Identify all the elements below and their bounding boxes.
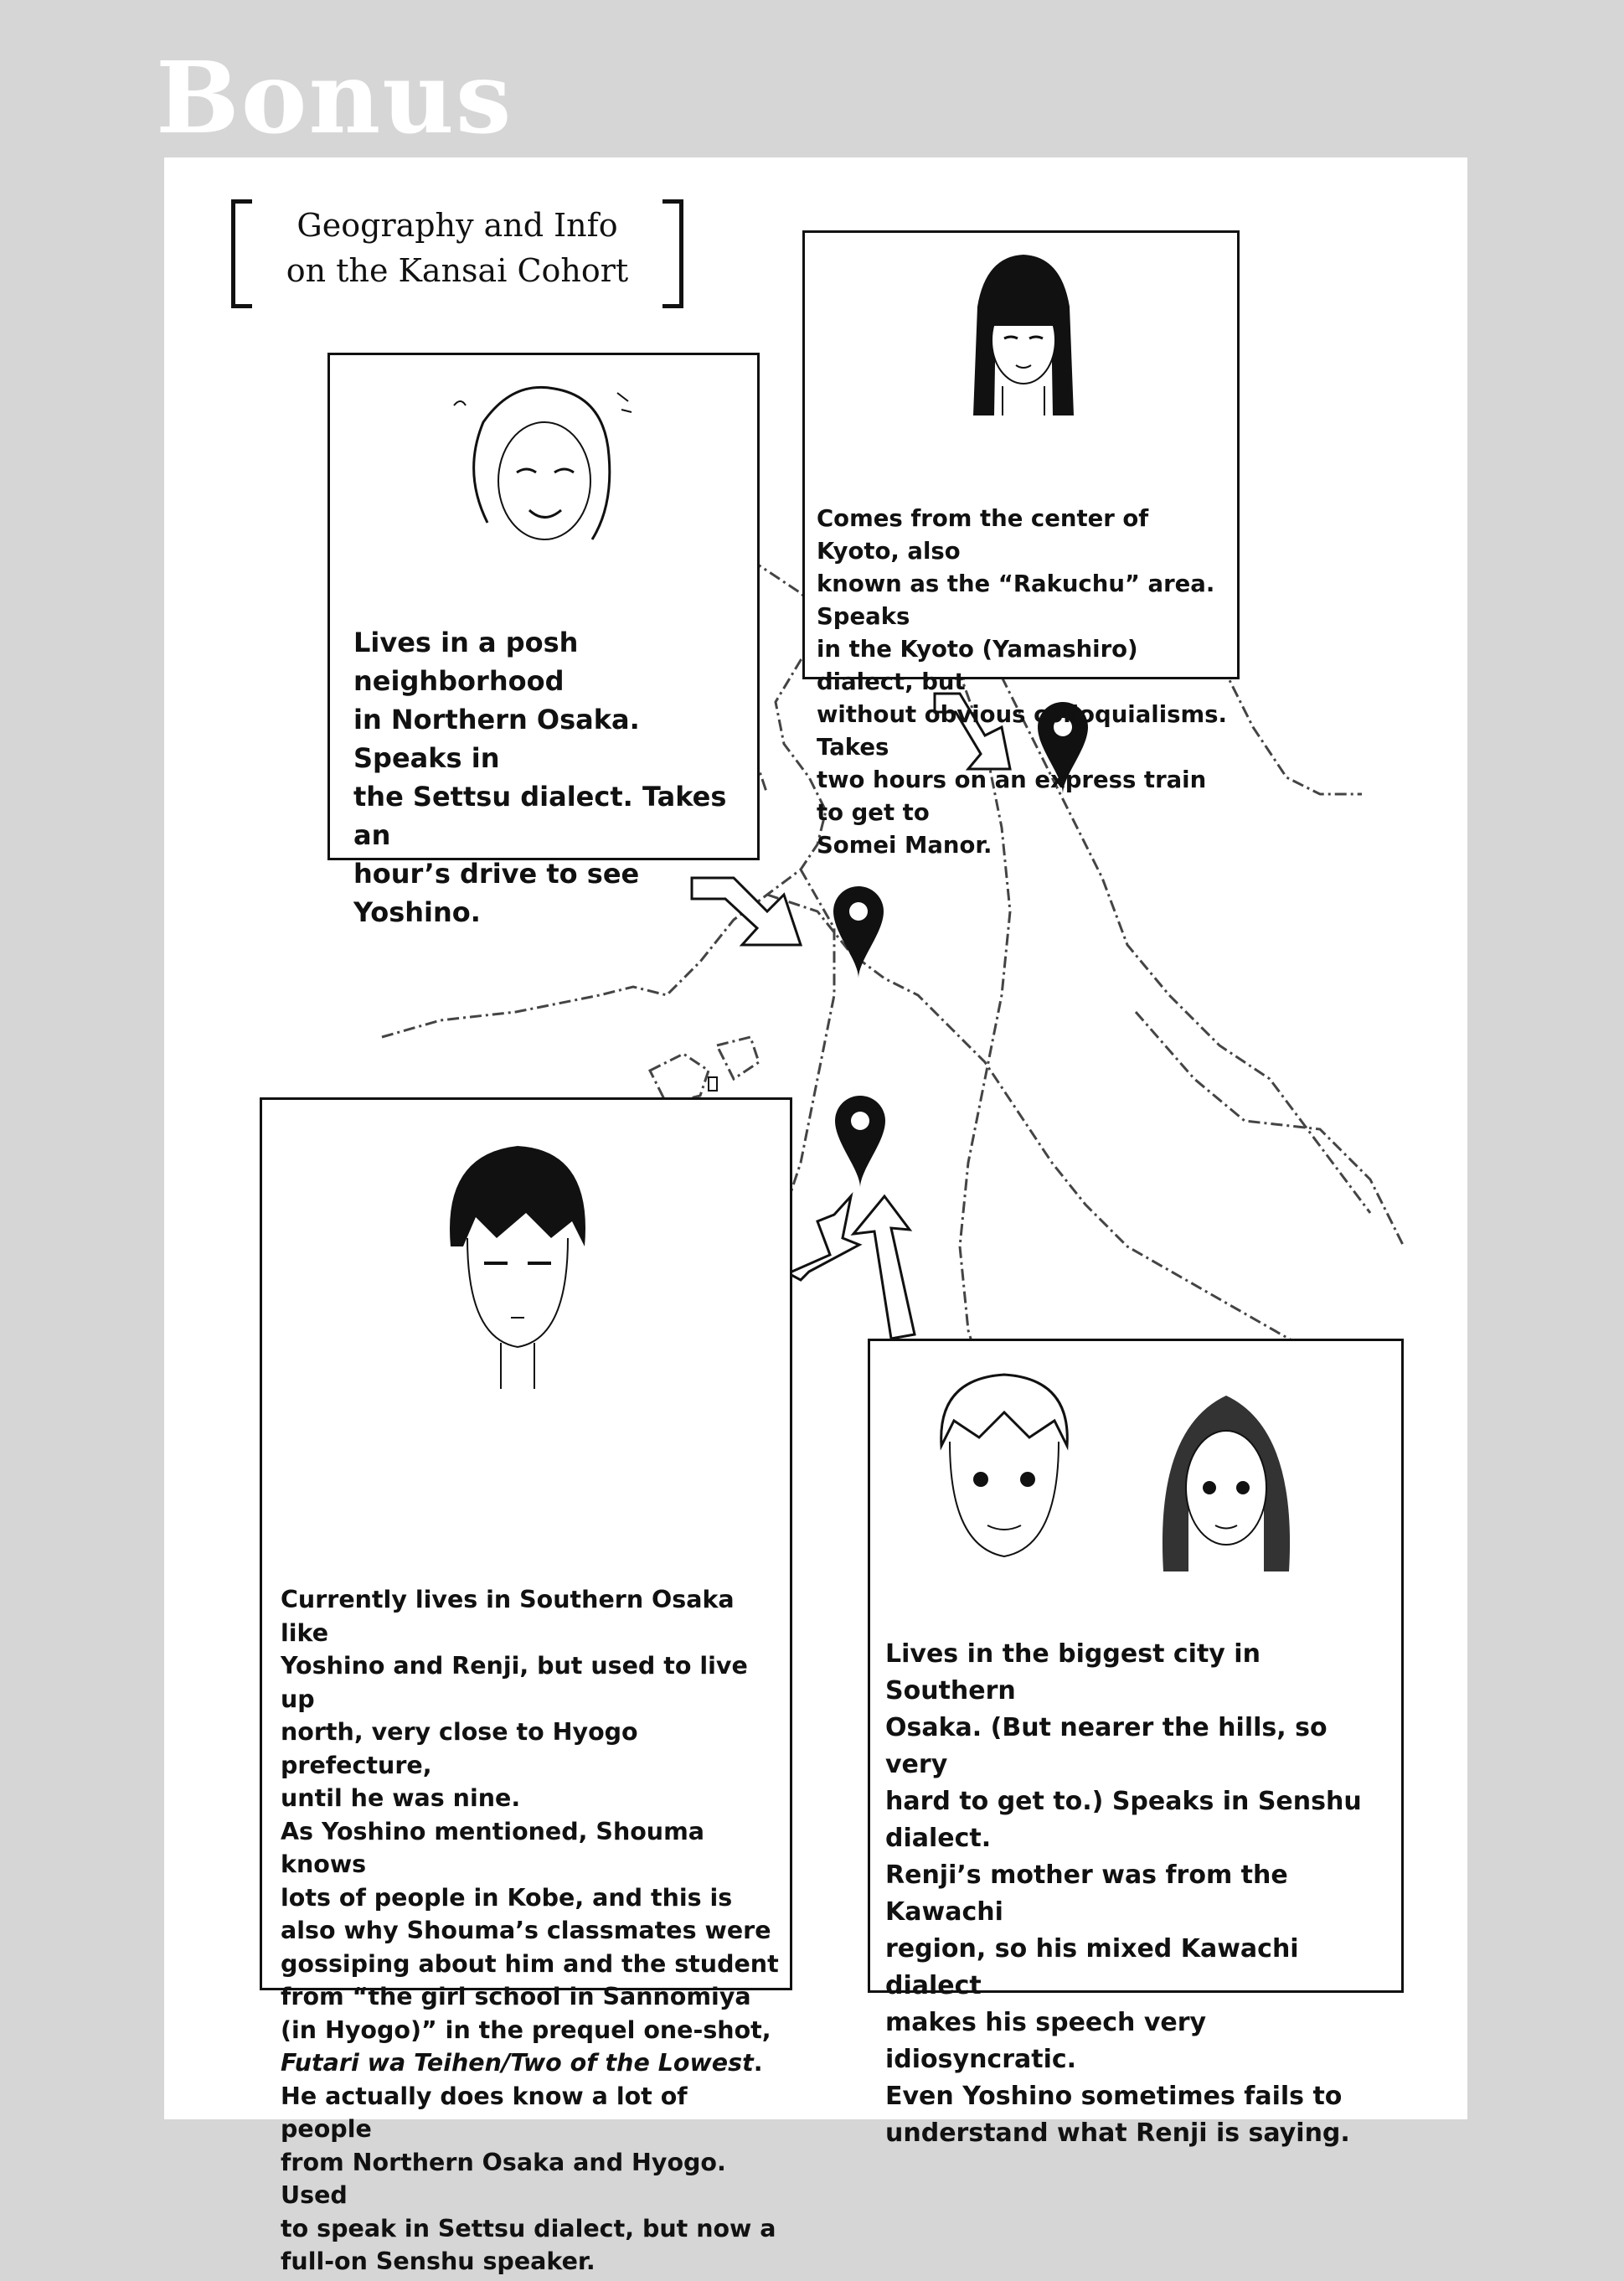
character-portrait-renji-mother (1147, 1379, 1306, 1580)
shouma-text-part2: He actually does know a lot of people from Northern Osaka and Hyogo. Used to speak in Settsu dialect, but now a full-on Senshu speaker. (281, 2082, 776, 2275)
title-bracket-left (231, 199, 252, 308)
panel-kyoto (802, 230, 1240, 859)
page-label: Bonus (156, 39, 513, 156)
character-portrait-north-osaka (437, 372, 647, 565)
panel-renji (868, 1339, 1404, 2148)
page-title (231, 199, 683, 300)
title-line-1: Geography and Info (296, 207, 618, 244)
character-portrait-kyoto (952, 248, 1095, 424)
panel-shouma (260, 1097, 792, 2275)
island-2 (717, 1037, 759, 1079)
panel-renji-text: Lives in the biggest city in Southern Osaka. (But nearer the hills, so very hard to get to.) Speaks in Senshu dialect. Renji’s mother was from the Kawachi region, so his mixed Kawachi dialect makes his speech very idiosyncratic. Even Yoshino sometimes fails to understand what Renji is saying. (885, 1639, 1362, 2148)
border-east-2 (1136, 1012, 1404, 1246)
prequel-title-end: . (753, 2049, 763, 2077)
panel-kyoto-text: Comes from the center of Kyoto, also known as the “Rakuchu” area. Speaks in the Kyoto (Yamashiro) dialect, but without obvious colloquialisms. Takes two hours on an express train to get to Somei Manor. (817, 505, 1227, 859)
title-line-2: on the Kansai Cohort (286, 252, 629, 289)
panel-north-osaka (327, 353, 760, 928)
arrow-icon-renji (853, 1196, 915, 1339)
panel-north-osaka-text: Lives in a posh neighborhood in Northern Osaka. Speaks in the Settsu dialect. Takes an hour’s drive to see Yoshino. (353, 627, 727, 928)
character-portrait-shouma (417, 1121, 618, 1389)
character-portrait-renji (920, 1362, 1088, 1580)
map-pin-icon-south-osaka (835, 1096, 885, 1188)
shouma-text-part1: Currently lives in Southern Osaka like Yoshino and Renji, but used to live up north, very close to Hyogo prefecture, until he was nine. As Yoshino mentioned, Shouma knows lots of people in Kobe, and this is also why Shouma’s classmates were gossiping about him and the student from “the girl school in Sannomiya (in Hyogo)” in the prequel one-shot, (281, 1586, 779, 2044)
title-bracket-right (662, 199, 683, 308)
prequel-title: Futari wa Teihen/Two of the Lowest (281, 2049, 754, 2077)
title-text (256, 203, 658, 293)
map-pin-icon-north-osaka (833, 886, 884, 978)
arrow-icon-shouma (788, 1196, 859, 1280)
info-sheet (164, 157, 1467, 2275)
island-1 (650, 1054, 709, 1104)
panel-shouma-text (281, 1583, 783, 2278)
